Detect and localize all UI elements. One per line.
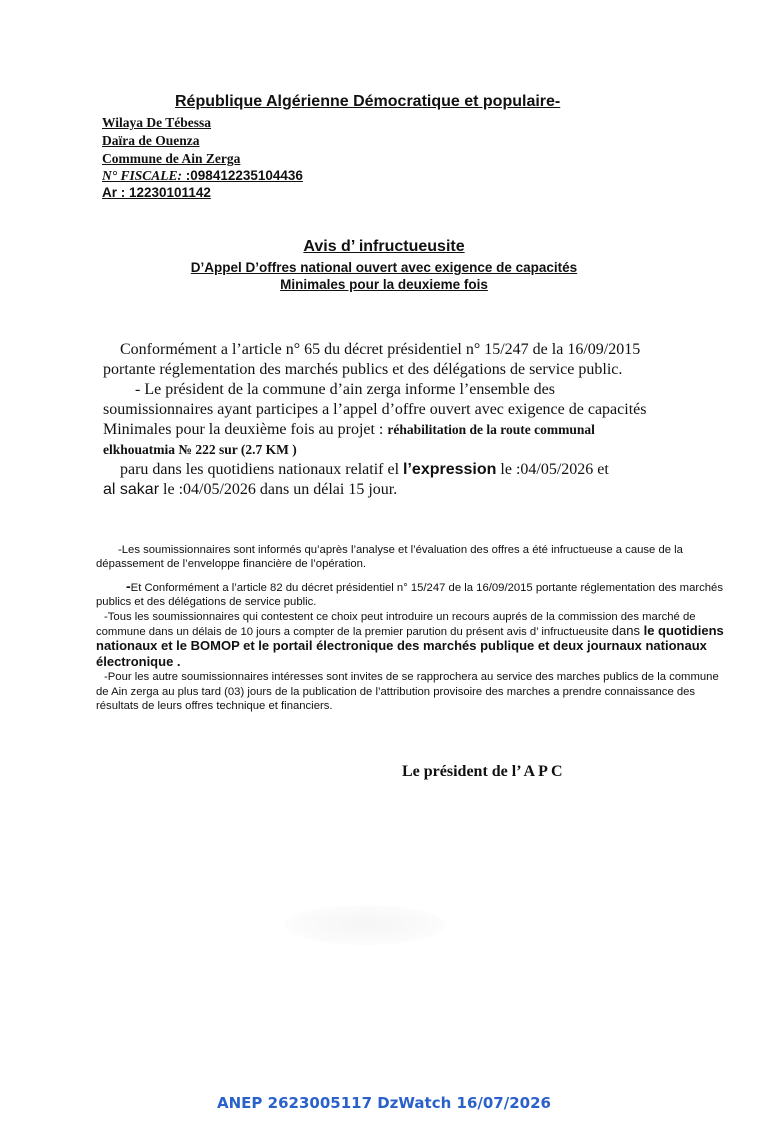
daira-line: Daïra de Ouenza — [102, 133, 200, 148]
commune-line: Commune de Ain Zerga — [102, 151, 241, 166]
note-recours — [96, 610, 726, 671]
publication-text-c: le :04/05/2026 dans un délai 15 jour. — [159, 481, 398, 498]
wilaya-line: Wilaya De Tébessa — [102, 115, 212, 130]
newspaper-expression: l’expression — [403, 461, 497, 478]
notice-title: Avis d’ infructueusite — [303, 238, 465, 255]
notice-body — [103, 340, 663, 500]
fiscal-number-line — [102, 168, 303, 184]
body-paragraph-decree: Conformément a l’article n° 65 du décret présidentiel n° 15/247 de la 16/09/2015 portante réglementation des marchés publics et des délégations de service public. — [103, 341, 641, 378]
scan-smudge — [285, 905, 445, 945]
footer-reference: ANEP 2623005117 DzWatch 16/07/2026 — [217, 1094, 551, 1112]
publication-text-a: paru dans les quotidiens nationaux relatif el — [120, 461, 404, 478]
note-infructueuse: -Les soumissionnaires sont informés qu’après l’analyse et l’évaluation des offres a été infructueuse a cause de la dépassement de l’enveloppe financière de l’opération. — [96, 544, 683, 571]
note-article-82 — [96, 579, 726, 610]
project-name: réhabilitation de la route communal elkhouatmia № 222 sur (2.7 KM ) — [103, 422, 595, 457]
body-president-intro: - Le président de la commune d’ain zerga informe l’ensemble des soumissionnaires ayant participes a l’appel d’offre ouvert avec exigence de capacités Minimales pour la deuxième fois au projet : — [103, 381, 647, 438]
note-other-bidders: -Pour les autre soumissionnaires intéresses sont invites de se rapprochera au service des marches publics de la commune de Ain zerga au plus tard (03) jours de la publication de l’attribution provisoire des marches a prendre connaissance des résultats de leurs offres technique et financiers. — [96, 671, 719, 713]
notes-block — [96, 543, 726, 713]
note-recours-dans: dans — [611, 623, 644, 639]
note-recours-text: -Tous les soumissionnaires qui contestent ce choix peut introduire un recours auprés de la commission des marché de commune dans un délais de 10 jours a compter de la premier parution du présent avis d’ infructueusite — [96, 610, 696, 639]
body-paragraph-publication — [103, 460, 663, 500]
body-paragraph-president — [103, 380, 663, 460]
notice-subtitle-line1: D’Appel D’offres national ouvert avec exigence de capacités — [190, 260, 578, 275]
publication-text-b: le :04/05/2026 et — [496, 461, 609, 478]
note-recours-channels: le quotidiens nationaux et le BOMOP et le portail électronique des marchés publique et deux journaux nationaux électronique . — [96, 623, 724, 669]
republic-heading: République Algérienne Démocratique et populaire- — [175, 93, 561, 110]
signature: Le président de l’ A P C — [402, 763, 563, 780]
newspaper-al-sakar: al sakar — [103, 481, 160, 498]
notice-subtitle-line2: Minimales pour la deuxieme fois — [280, 277, 488, 292]
note-article-82-text: Et Conformément a l’article 82 du décret présidentiel n° 15/247 de la 16/09/2015 portante réglementation des marchés publics et des délégations de service public. — [96, 581, 723, 609]
note-dash: - — [126, 577, 131, 594]
fiscal-value: :098412235104436 — [182, 168, 303, 183]
ar-number-line: Ar : 12230101142 — [102, 185, 211, 200]
fiscal-label: N° FISCALE: — [102, 168, 183, 183]
